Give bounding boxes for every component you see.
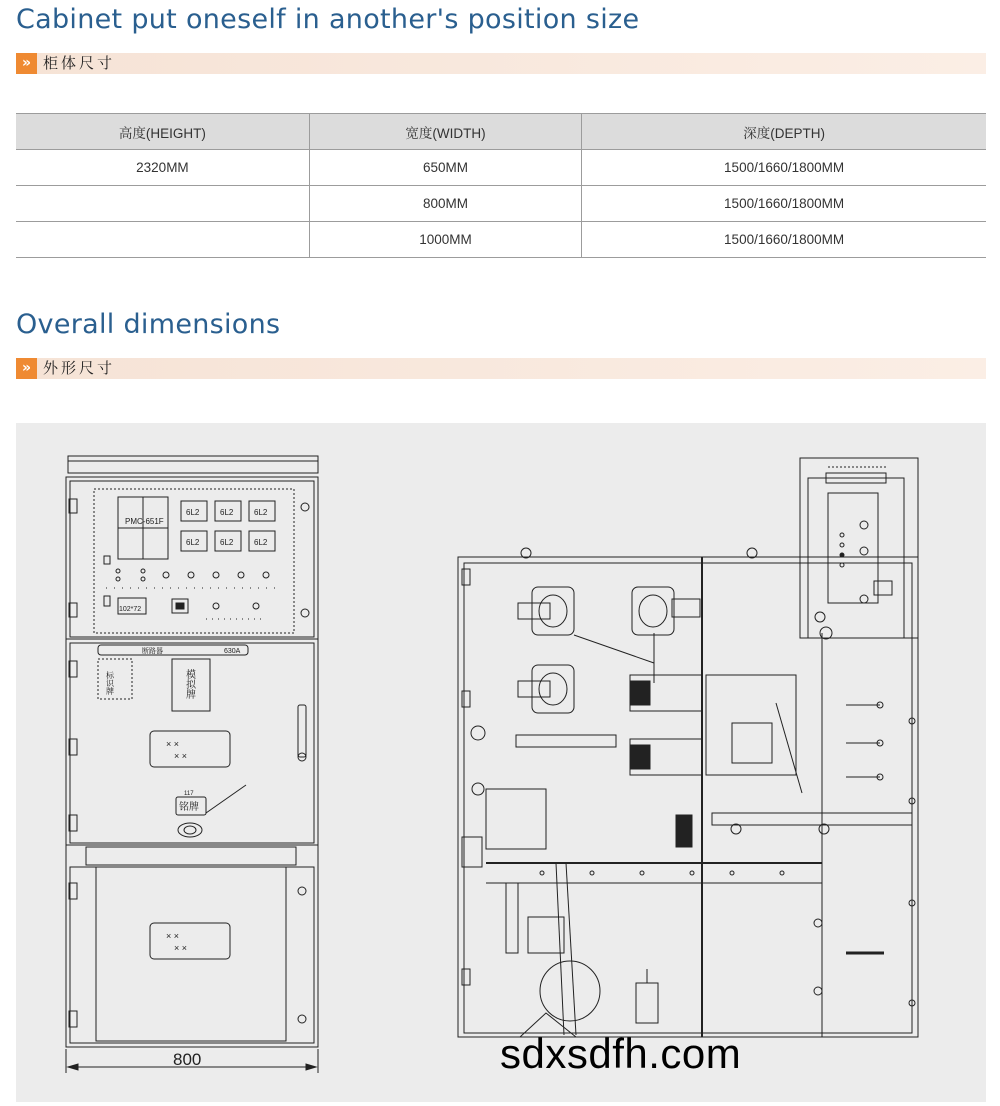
table-cell <box>16 222 309 258</box>
relay-block-label: 6L2 <box>254 538 268 547</box>
watermark: sdxsdfh.com <box>500 1030 742 1077</box>
section-subtitle-bar <box>16 53 986 74</box>
table-cell: 1500/1660/1800MM <box>582 150 986 186</box>
section-subtitle: 柜体尺寸 <box>43 54 116 72</box>
section-subtitle-bar <box>16 358 986 379</box>
small-plate-label: 102*72 <box>119 606 142 613</box>
nameplate-number: 117 <box>184 791 194 797</box>
relay-block-label: 6L2 <box>186 508 200 517</box>
breaker-rating-label: 630A <box>224 648 241 655</box>
table-row <box>16 186 986 222</box>
cabinet-drawing-svg <box>16 423 986 1102</box>
width-dimension-label: 800 <box>173 1050 202 1069</box>
section-title-overall-dimensions: Overall dimensions <box>16 309 281 340</box>
table-cell <box>16 186 309 222</box>
table-cell: 1500/1660/1800MM <box>582 222 986 258</box>
double-chevron-icon: » <box>16 53 37 74</box>
nameplate-label: 铭牌 <box>179 802 199 813</box>
table-cell: 1000MM <box>309 222 581 258</box>
svg-text:× ×: × × <box>174 943 188 953</box>
relay-block-label: 6L2 <box>254 508 268 517</box>
table-cell: 800MM <box>309 186 581 222</box>
table-row <box>16 150 986 186</box>
section-subtitle: 外形尺寸 <box>43 359 116 377</box>
tag-plate-label: 标识牌 <box>105 671 115 695</box>
breaker-label: 断路器 <box>142 648 163 655</box>
table-cell: 1500/1660/1800MM <box>582 186 986 222</box>
front-view <box>66 456 318 1073</box>
table-cell: 650MM <box>309 150 581 186</box>
table-header-row <box>16 114 986 150</box>
side-view <box>458 458 918 1037</box>
double-chevron-icon: » <box>16 358 37 379</box>
mimic-plate-label: 模拟牌 <box>183 669 195 699</box>
svg-text:× ×: × × <box>166 739 180 749</box>
column-header-height: 高度(HEIGHT) <box>16 114 309 150</box>
relay-model-label: PMC-651F <box>125 517 164 526</box>
table-cell: 2320MM <box>16 150 309 186</box>
svg-text:× ×: × × <box>174 751 188 761</box>
section-title-cabinet-size: Cabinet put oneself in another's position size <box>16 4 640 35</box>
relay-block-label: 6L2 <box>186 538 200 547</box>
svg-text:× ×: × × <box>166 931 180 941</box>
dimensions-table <box>16 113 986 258</box>
relay-block-label: 6L2 <box>220 508 234 517</box>
table-row <box>16 222 986 258</box>
column-header-depth: 深度(DEPTH) <box>582 114 986 150</box>
relay-block-label: 6L2 <box>220 538 234 547</box>
technical-drawing <box>16 423 986 1102</box>
column-header-width: 宽度(WIDTH) <box>309 114 581 150</box>
